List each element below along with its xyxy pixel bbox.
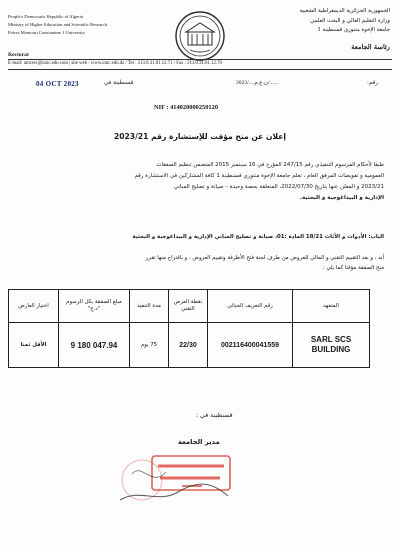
cell-amount: 9 180 047.94	[59, 323, 130, 368]
table-row	[9, 323, 370, 368]
header-duration: مدة التنفيذ	[130, 290, 169, 323]
cell-tax-id: 002116400041559	[208, 323, 293, 368]
table-header-row	[9, 290, 370, 323]
header-tax-id: رقم التعريف الجبائي	[208, 290, 293, 323]
city-date-label: قسنطينة في	[104, 80, 134, 86]
header-en-line-3: Frères Mentouri Constantine 1 University	[8, 30, 85, 35]
chapter-line: الباب: الأدوات و الأثاث 18/21 المادة :01، صيانة و تصليح المباني الإدارية و البيداغوجية و البحثية	[132, 234, 384, 240]
closing-place-date: قسنطينة في :	[196, 412, 233, 419]
signatory-title: مدير الجامعة	[178, 438, 220, 446]
header-ar-line-1: الجمهورية الجزائرية الديمقراطية الشعبية	[299, 8, 390, 14]
cell-bidder: SARL SCS BUILDING	[293, 323, 370, 368]
intro-paragraph	[22, 160, 384, 204]
nif-number: NIF : 414020000250120	[154, 104, 219, 111]
intro-line-1: طبقا لأحكام المرسوم التنفيذي رقم 247/15 المؤرخ في 16 سبتمبر 2015 المتضمن تنظيم الصفقات	[156, 162, 384, 168]
intro-line-3: 2023/21 و المعلن عنها بتاريخ 2022/07/30، المتعلقة بحصة وحيدة – صيانة و تصليح المباني	[173, 184, 384, 190]
result-line-2: منح الصفقة مؤقتا كما يلي :	[322, 265, 384, 271]
header-amount: مبلغ الصفقة بكل الرسوم "د.ج"	[59, 290, 130, 323]
result-line-1: أنه ، و بعد التقييم التقني و المالي للعروض من طرف لجنة فتح الأظرفة وتقييم العروض ، و باقتراح منها تقرر	[145, 255, 384, 261]
result-paragraph	[22, 253, 384, 273]
header-ar-line-3: جامعة الإخوة منتوري قسنطينة 1	[317, 27, 390, 33]
header-en-line-1: People's Democratic Republic of Algeria	[8, 14, 84, 19]
date-stamp: 04 OCT 2023	[36, 80, 79, 88]
header-ar-line-2: وزارة التعليم العالي و البحث العلمي	[310, 18, 390, 24]
cell-duration: 75 يوم	[130, 323, 169, 368]
header-rule-top	[8, 59, 392, 60]
header-en-line-2: Ministry of Higher Education and Scientific Research	[8, 22, 107, 27]
announcement-title: إعلان عن منح مؤقت للإستشارة رقم 2023/21	[113, 132, 287, 141]
contact-line: E-mail: umcrec@umc.edu.com | site web : www.umc.edu.dz / Tel : 213.0.31.81.12.71 / Fax : 213.0.31.81.12.70	[8, 61, 222, 66]
header-rule-bottom	[8, 69, 392, 70]
header-selection: اختيار العارض	[9, 290, 59, 323]
reference-label: رقم:	[367, 80, 378, 86]
official-stamp-icon	[112, 452, 232, 508]
cell-technical-score: 22/30	[169, 323, 208, 368]
intro-line-4: الإدارية و البيداغوجية و البحثية.	[299, 195, 384, 201]
university-logo-icon	[174, 10, 226, 62]
reference-number: 2023/....ن.ع.م/......	[236, 80, 279, 86]
header-en-line-4: Rectorat	[8, 52, 29, 58]
intro-line-2: العمومية و تفويضات المرفق العام ، تعلم جامعة الإخوة منتوري قسنطينة 1 كافة المشاركين في الاستشارة رقم	[134, 173, 384, 179]
cell-selection: الأقل ثمنا	[9, 323, 59, 368]
header-technical-score: نقطة العرض التقني	[169, 290, 208, 323]
header-ar-line-4: رئاسة الجامعة	[351, 43, 390, 51]
header-bidder: المتعهد	[293, 290, 370, 323]
award-table	[8, 289, 370, 368]
